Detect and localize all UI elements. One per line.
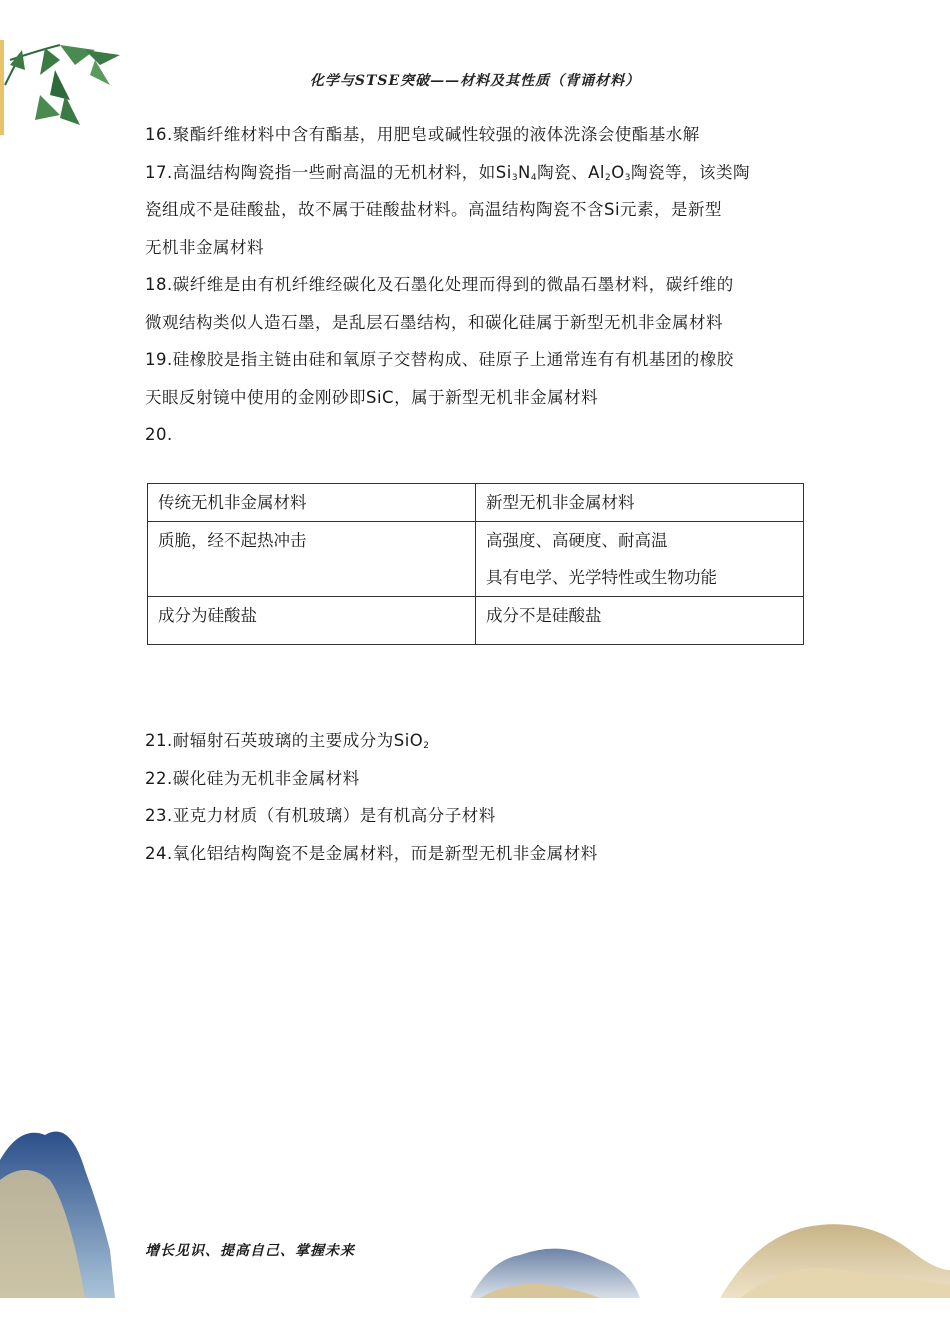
table-row (148, 597, 804, 645)
item-23: 23.亚克力材质（有机玻璃）是有机高分子材料 (145, 806, 496, 825)
footer-slogan: 增长见识、提高自己、掌握未来 (145, 1243, 355, 1259)
item-17-line-3: 无机非金属材料 (145, 237, 264, 257)
content-tail (145, 722, 810, 872)
table-cell-traditional-property: 质脆，经不起热冲击 (148, 522, 476, 597)
item-18-line-1: 18.碳纤维是由有机纤维经碳化及石墨化处理而得到的微晶石墨材料，碳纤维的 (145, 275, 734, 294)
table-row (148, 484, 804, 522)
item-20: 20. (145, 425, 173, 444)
item-19-line-2: 天眼反射镜中使用的金刚砂即SiC，属于新型无机非金属材料 (145, 387, 599, 407)
item-21: 21.耐辐射石英玻璃的主要成分为SiO$_2$ (145, 731, 430, 751)
table-cell-new-property: 高强度、高硬度、耐高温 具有电学、光学特性或生物功能 (476, 522, 804, 597)
item-19-line-1: 19.硅橡胶是指主链由硅和氧原子交替构成、硅原子上通常连有有机基团的橡胶 (145, 350, 734, 369)
item-24: 24.氧化铝结构陶瓷不是金属材料，而是新型无机非金属材料 (145, 843, 598, 863)
page-header: 化学与STSE突破——材料及其性质（背诵材料） (309, 73, 641, 89)
bamboo-decoration-icon (0, 40, 130, 150)
table-header-new: 新型无机非金属材料 (476, 484, 804, 522)
table-row (148, 522, 804, 597)
table-cell-traditional-composition: 成分为硅酸盐 (148, 597, 476, 645)
item-18-line-2: 微观结构类似人造石墨，是乱层石墨结构，和碳化硅属于新型无机非金属材料 (145, 312, 723, 332)
item-22: 22.碳化硅为无机非金属材料 (145, 768, 360, 788)
item-17-line-1: 17.高温结构陶瓷指一些耐高温的无机材料，如$Si_3N_4$陶瓷、$Al_2O_3$陶瓷等，该类陶 (145, 162, 750, 183)
item-16: 16.聚酯纤维材料中含有酯基，用肥皂或碱性较强的液体洗涤会使酯基水解 (145, 125, 700, 144)
table-header-traditional: 传统无机非金属材料 (148, 484, 476, 522)
content-body (145, 116, 810, 454)
table-cell-new-composition: 成分不是硅酸盐 (476, 597, 804, 645)
comparison-table (147, 483, 804, 645)
mountain-landscape-icon (0, 1120, 950, 1344)
item-17-line-2: 瓷组成不是硅酸盐，故不属于硅酸盐材料。高温结构陶瓷不含Si元素，是新型 (145, 200, 723, 219)
